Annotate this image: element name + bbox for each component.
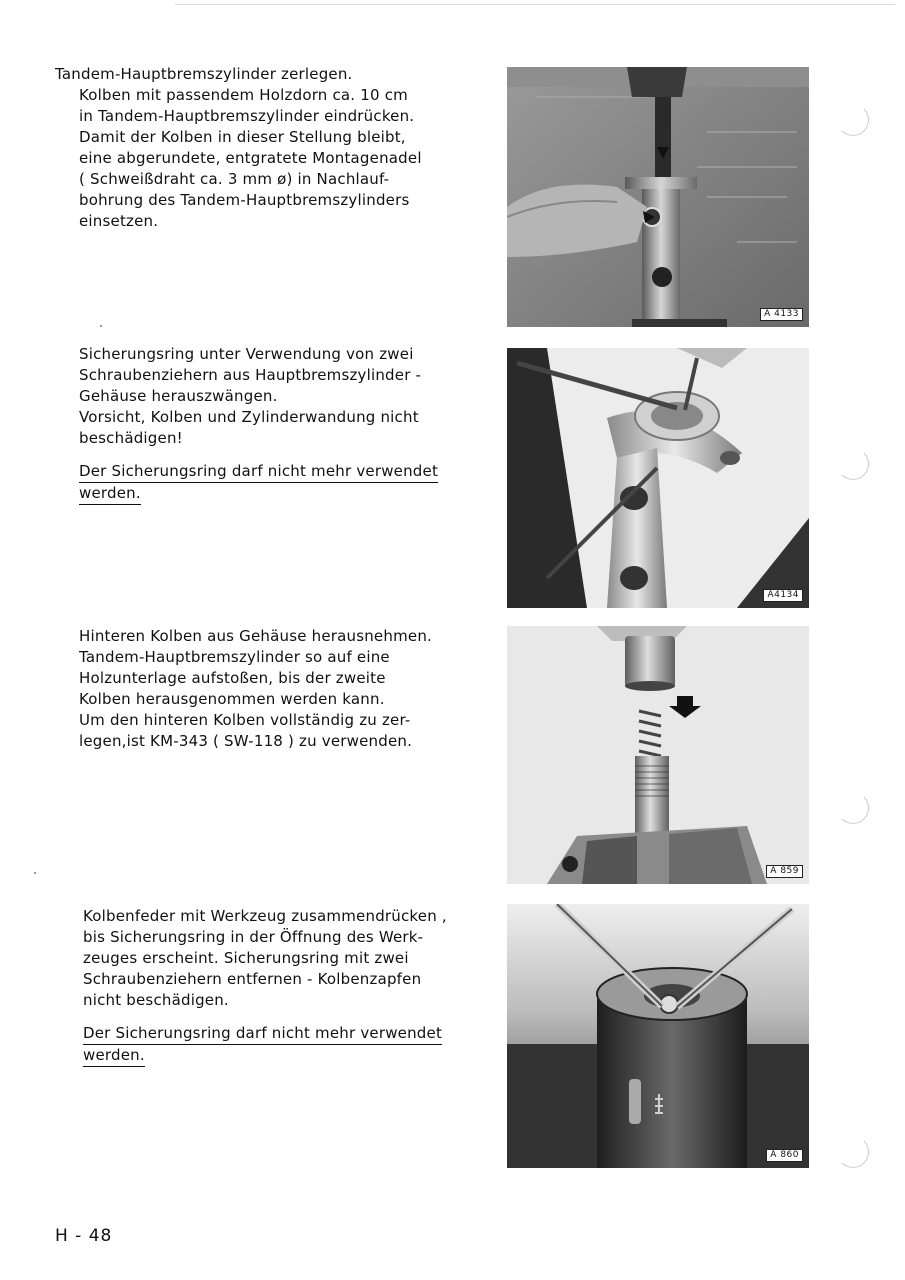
scan-speck bbox=[34, 872, 36, 874]
photo-illustration bbox=[507, 67, 809, 327]
step-2-line: Sicherungsring unter Verwendung von zwei bbox=[79, 345, 414, 363]
step-1-line: ( Schweißdraht ca. 3 mm ø) in Nachlauf- bbox=[79, 170, 390, 188]
step-1-line: Kolben mit passendem Holzdorn ca. 10 cm bbox=[79, 86, 408, 104]
binder-hole-mark bbox=[837, 104, 869, 136]
photo-spring-compression-tool bbox=[507, 904, 809, 1168]
step-3-line: Um den hinteren Kolben vollständig zu zer- bbox=[79, 711, 411, 729]
step-1-line: eine abgerundete, entgratete Montagenadel bbox=[79, 149, 422, 167]
step-3-line: Tandem-Hauptbremszylinder so auf eine bbox=[79, 648, 390, 666]
photo-master-cylinder-piston bbox=[507, 67, 809, 327]
step-1-line: einsetzen. bbox=[79, 212, 159, 230]
step-2-line: Vorsicht, Kolben und Zylinderwandung nicht bbox=[79, 408, 419, 426]
step-3-line: Kolben herausgenommen werden kann. bbox=[79, 690, 385, 708]
photo-code: A4134 bbox=[763, 589, 803, 602]
scan-speck bbox=[100, 325, 102, 327]
photo-illustration bbox=[507, 626, 809, 884]
step-2-text bbox=[79, 344, 438, 505]
warning-note: Der Sicherungsring darf nicht mehr verwendet bbox=[79, 461, 438, 483]
step-4-line: zeuges erscheint. Sicherungsring mit zwei bbox=[83, 949, 409, 967]
binder-hole-mark bbox=[837, 792, 869, 824]
step-3-line: Hinteren Kolben aus Gehäuse herausnehmen. bbox=[79, 627, 432, 645]
step-4-line: Schraubenziehern entfernen - Kolbenzapfen bbox=[83, 970, 422, 988]
step-2-line: Schraubenziehern aus Hauptbremszylinder - bbox=[79, 366, 422, 384]
step-1-line: bohrung des Tandem-Hauptbremszylinders bbox=[79, 191, 410, 209]
photo-code: A 4133 bbox=[760, 308, 803, 321]
photo-illustration bbox=[507, 348, 809, 608]
warning-note: Der Sicherungsring darf nicht mehr verwendet bbox=[83, 1023, 442, 1045]
step-4-line: bis Sicherungsring in der Öffnung des Werk- bbox=[83, 928, 424, 946]
step-1-heading: Tandem-Hauptbremszylinder zerlegen. bbox=[55, 65, 353, 83]
photo-code: A 860 bbox=[766, 1149, 803, 1162]
photo-rear-piston-removal bbox=[507, 626, 809, 884]
warning-note-end: werden. bbox=[83, 1045, 145, 1067]
photo-code: A 859 bbox=[766, 865, 803, 878]
binder-hole-mark bbox=[837, 1136, 869, 1168]
step-4-text bbox=[83, 906, 447, 1067]
step-1-line: in Tandem-Hauptbremszylinder eindrücken. bbox=[79, 107, 415, 125]
step-1-text bbox=[55, 64, 422, 232]
binder-hole-mark bbox=[837, 448, 869, 480]
step-4-line: Kolbenfeder mit Werkzeug zusammendrücken , bbox=[83, 907, 447, 925]
page-number: H - 48 bbox=[55, 1226, 113, 1246]
warning-note-end: werden. bbox=[79, 483, 141, 505]
step-3-line: legen,ist KM-343 ( SW-118 ) zu verwenden. bbox=[79, 732, 413, 750]
photo-retaining-ring-removal bbox=[507, 348, 809, 608]
top-rule bbox=[175, 4, 895, 5]
step-4-line: nicht beschädigen. bbox=[83, 991, 229, 1009]
photo-illustration bbox=[507, 904, 809, 1168]
step-2-line: beschädigen! bbox=[79, 429, 183, 447]
step-3-text bbox=[79, 626, 432, 752]
step-3-line: Holzunterlage aufstoßen, bis der zweite bbox=[79, 669, 386, 687]
step-1-line: Damit der Kolben in dieser Stellung bleibt, bbox=[79, 128, 406, 146]
step-2-line: Gehäuse herauszwängen. bbox=[79, 387, 278, 405]
